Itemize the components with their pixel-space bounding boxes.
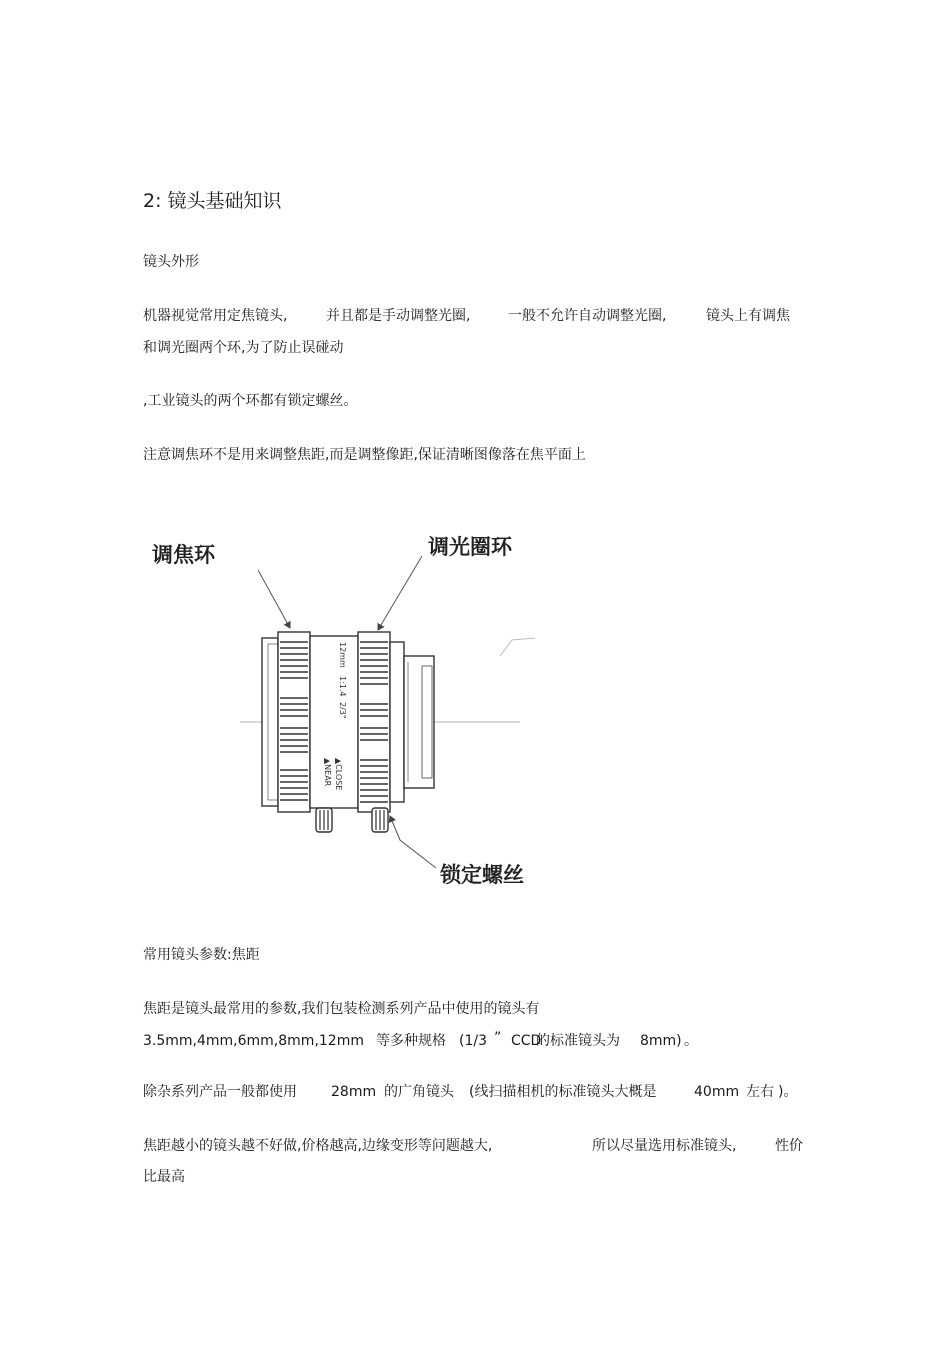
para4-seg-3: 性价: [775, 1138, 803, 1154]
para3-seg-3: 的广角镜头: [384, 1084, 454, 1100]
leader-aperture-ring: [378, 556, 422, 630]
heading: 2: 镜头基础知识: [143, 190, 282, 212]
label-focus-ring: 调焦环: [152, 543, 215, 567]
para2-seg-8: 。: [684, 1033, 698, 1049]
label-lock-screw: 锁定螺丝: [440, 863, 524, 887]
para2-seg-6: 的标准镜头为: [536, 1033, 620, 1049]
para2-seg-3: (1/3: [459, 1033, 487, 1049]
para1-line-3: ,工业镜头的两个环都有锁定螺丝。: [143, 393, 358, 409]
para1-seg-4: 镜头上有调焦: [706, 308, 790, 324]
para2-seg-2: 等多种规格: [376, 1033, 446, 1049]
para4-seg-2: 所以尽量选用标准镜头,: [592, 1138, 737, 1154]
para2-seg-4: ”: [494, 1030, 502, 1046]
params-title: 常用镜头参数:焦距: [143, 947, 260, 963]
para2-seg-7: 8mm): [640, 1033, 682, 1049]
para1-line-2: 和调光圈两个环,为了防止误碰动: [143, 340, 344, 356]
stray-line: [500, 638, 535, 656]
para1-seg-2: 并且都是手动调整光圈,: [326, 308, 471, 324]
para3-seg-4: (线扫描相机的标准镜头大概是: [469, 1084, 657, 1100]
section-title: 镜头外形: [143, 254, 199, 270]
para4-line-2: 比最高: [143, 1169, 185, 1185]
para3-seg-2: 28mm: [331, 1084, 377, 1100]
lens-diagram: [140, 520, 560, 900]
lens-text-focal: 12mm: [338, 642, 347, 668]
para3-seg-7: )。: [778, 1084, 798, 1100]
para4-seg-1: 焦距越小的镜头越不好做,价格越高,边缘变形等问题越大,: [143, 1138, 493, 1154]
para1-seg-3: 一般不允许自动调整光圈,: [508, 308, 667, 324]
para3-seg-5: 40mm: [694, 1084, 740, 1100]
lock-screws: [316, 808, 388, 832]
lens-text-near: ▲NEAR: [323, 758, 332, 787]
lens-text-aperture: 1:1.4: [338, 676, 347, 697]
note-text: 注意调焦环不是用来调整焦距,而是调整像距,保证清晰图像落在焦平面上: [143, 447, 586, 463]
para2-line-1: 焦距是镜头最常用的参数,我们包装检测系列产品中使用的镜头有: [143, 1001, 540, 1017]
lens-body: [262, 632, 434, 812]
leader-lock-screw: [390, 816, 436, 868]
lens-text-format: 2/3": [338, 702, 347, 719]
para3-seg-6: 左右: [746, 1084, 774, 1100]
para1-seg-1: 机器视觉常用定焦镜头,: [143, 308, 288, 324]
leader-focus-ring: [258, 570, 290, 628]
para2-seg-5: CCD: [511, 1033, 542, 1049]
label-aperture-ring: 调光圈环: [428, 535, 512, 559]
para2-seg-1: 3.5mm,4mm,6mm,8mm,12mm: [143, 1033, 364, 1049]
para3-seg-1: 除杂系列产品一般都使用: [143, 1084, 297, 1100]
lens-text-close: ▲CLOSE: [334, 758, 343, 791]
